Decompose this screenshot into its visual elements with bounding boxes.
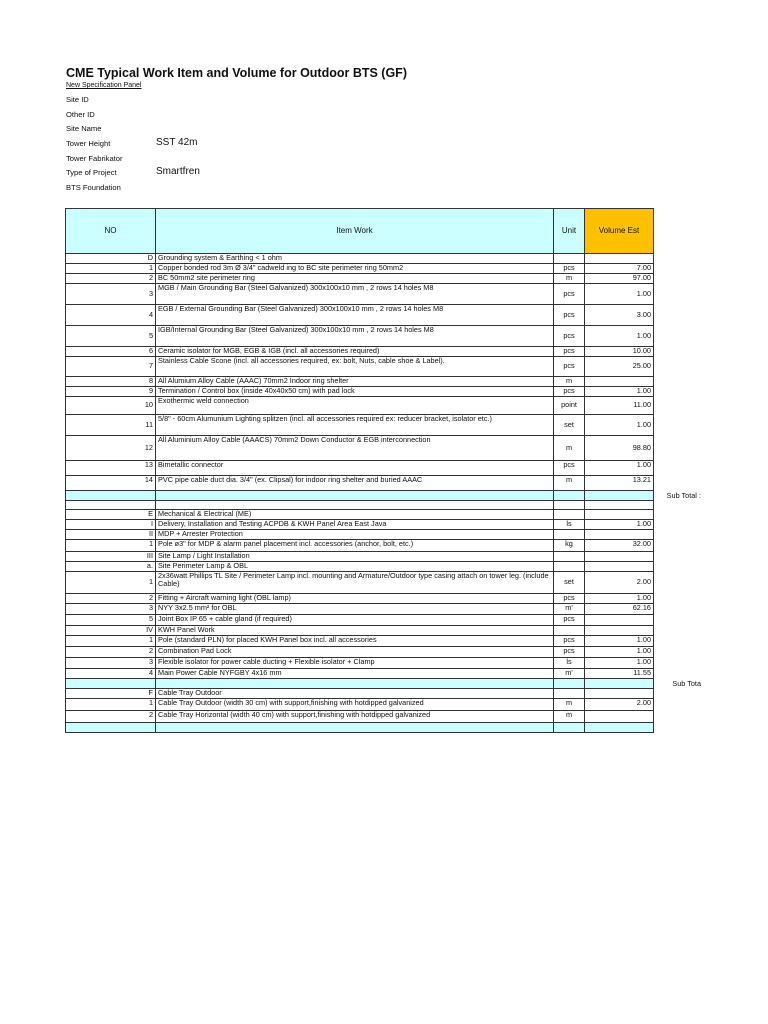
row-no: 2 <box>66 711 156 723</box>
row-item-work: Fitting + Aircraft warning light (OBL lamp) <box>156 594 554 604</box>
row-unit: kg <box>554 540 585 552</box>
row-unit: set <box>554 572 585 594</box>
row-item-work: Bimetallic connector <box>156 461 554 476</box>
table-row <box>66 562 654 572</box>
row-item-work: Grounding system & Earthing < 1 ohm <box>156 254 554 264</box>
row-unit: pcs <box>554 594 585 604</box>
row-unit <box>554 689 585 699</box>
row-unit: ls <box>554 658 585 669</box>
band-no <box>66 723 156 733</box>
row-item-work: Mechanical & Electrical (ME) <box>156 510 554 520</box>
meta-row <box>66 152 366 167</box>
band-no <box>66 491 156 501</box>
meta-label: Site Name <box>66 124 102 134</box>
row-no: 5 <box>66 615 156 626</box>
row-item-work: EGB / External Grounding Bar (Steel Galvanized) 300x100x10 mm , 2 rows 14 holes M8 <box>156 305 554 326</box>
table-row <box>66 461 654 476</box>
header-no: NO <box>66 209 156 254</box>
row-volume: 1.00 <box>585 284 654 305</box>
meta-value: Smartfren <box>156 166 200 178</box>
row-no: 7 <box>66 357 156 377</box>
table-row <box>66 415 654 436</box>
meta-label: Type of Project <box>66 168 117 178</box>
table-row <box>66 647 654 658</box>
row-unit <box>554 552 585 562</box>
row-unit: pcs <box>554 387 585 397</box>
row-no: 14 <box>66 476 156 491</box>
row-unit <box>554 530 585 540</box>
table-row <box>66 510 654 520</box>
meta-row <box>66 122 366 137</box>
table-row <box>66 284 654 305</box>
row-no: 13 <box>66 461 156 476</box>
table-row <box>66 615 654 626</box>
row-unit: ls <box>554 520 585 530</box>
row-item-work: Main Power Cable NYFGBY 4x16 mm <box>156 669 554 679</box>
row-unit <box>554 510 585 520</box>
row-no: 2 <box>66 647 156 658</box>
table-row <box>66 501 654 510</box>
row-volume: 11.00 <box>585 397 654 415</box>
row-unit: point <box>554 397 585 415</box>
row-unit <box>554 254 585 264</box>
table-row <box>66 689 654 699</box>
subtotal-row <box>66 679 654 689</box>
table-row <box>66 658 654 669</box>
row-no: 8 <box>66 377 156 387</box>
row-item-work: Cable Tray Outdoor (width 30 cm) with support,finishing with hotdipped galvanized <box>156 699 554 711</box>
table-row <box>66 669 654 679</box>
row-no: 1 <box>66 636 156 647</box>
row-volume <box>585 711 654 723</box>
row-volume: 98.80 <box>585 436 654 461</box>
row-volume <box>585 689 654 699</box>
table-row <box>66 254 654 264</box>
row-volume: 1.00 <box>585 387 654 397</box>
row-no: E <box>66 510 156 520</box>
table-header-row <box>66 209 654 254</box>
table-row <box>66 476 654 491</box>
row-item-work: Exothermic weld connection <box>156 397 554 415</box>
subtotal-label: Sub Tota <box>672 679 701 688</box>
row-volume: 11.55 <box>585 669 654 679</box>
row-volume: 7.00 <box>585 264 654 274</box>
band-item <box>156 679 554 689</box>
row-volume <box>585 626 654 636</box>
row-item-work: Copper bonded rod 3m Ø 3/4" cadweld ing to BC site perimeter ring 50mm2 <box>156 264 554 274</box>
row-volume <box>585 615 654 626</box>
row-item-work: All Aluminium Alloy Cable (AAACS) 70mm2 Down Conductor & EGB interconnection <box>156 436 554 461</box>
row-item-work: Flexible isolator for power cable ducting + Flexible isolator + Clamp <box>156 658 554 669</box>
row-volume: 2.00 <box>585 572 654 594</box>
band-no <box>66 679 156 689</box>
row-unit: m <box>554 436 585 461</box>
row-volume <box>585 510 654 520</box>
row-volume <box>585 254 654 264</box>
table-row <box>66 387 654 397</box>
row-item-work: Pole (standard PLN) for placed KWH Panel box incl. all accessories <box>156 636 554 647</box>
row-unit: pcs <box>554 305 585 326</box>
table-row <box>66 397 654 415</box>
document-title: CME Typical Work Item and Volume for Outdoor BTS (GF) <box>66 66 407 80</box>
row-item-work: Site Lamp / Light Installation <box>156 552 554 562</box>
row-item-work: Site Perimeter Lamp & OBL <box>156 562 554 572</box>
row-item-work: 5/8" - 60cm Alumunium Lighting splitzen (incl. all accessories required ex: reducer bracket, isolator etc.) <box>156 415 554 436</box>
row-item-work: Termination / Control box (inside 40x40x50 cm) with pad lock <box>156 387 554 397</box>
work-item-table <box>65 208 701 733</box>
row-volume <box>585 552 654 562</box>
row-item-work: MDP + Arrester Protection <box>156 530 554 540</box>
meta-row <box>66 166 366 181</box>
row-no: 1 <box>66 572 156 594</box>
row-no: 1 <box>66 264 156 274</box>
row-volume: 3.00 <box>585 305 654 326</box>
meta-label: Tower Height <box>66 139 111 149</box>
table-row <box>66 264 654 274</box>
row-unit: pcs <box>554 326 585 347</box>
row-item-work: KWH Panel Work <box>156 626 554 636</box>
band-volume <box>585 723 654 733</box>
table-row <box>66 530 654 540</box>
specification-subheading: New Specification Panel <box>66 82 142 89</box>
row-unit: m' <box>554 669 585 679</box>
row-item-work: Pole ø3" for MDP & alarm panel placement incl. accessories (anchor, bolt, etc.) <box>156 540 554 552</box>
row-item-work: NYY 3x2.5 mm² for OBL <box>156 604 554 615</box>
row-volume: 1.00 <box>585 415 654 436</box>
row-no: 9 <box>66 387 156 397</box>
row-unit: m' <box>554 604 585 615</box>
table-row <box>66 552 654 562</box>
row-unit: pcs <box>554 264 585 274</box>
row-volume: 10.00 <box>585 347 654 357</box>
row-volume: 32.00 <box>585 540 654 552</box>
row-unit <box>554 562 585 572</box>
meta-row <box>66 108 366 123</box>
row-volume: 2.00 <box>585 699 654 711</box>
row-no: 12 <box>66 436 156 461</box>
table-row <box>66 520 654 530</box>
band-unit <box>554 679 585 689</box>
subtotal-row <box>66 491 654 501</box>
row-volume: 25.00 <box>585 357 654 377</box>
table-row <box>66 347 654 357</box>
row-item-work: IGB/Internal Grounding Bar (Steel Galvanized) 300x100x10 mm , 2 rows 14 holes M8 <box>156 326 554 347</box>
row-item-work: Combination Pad Lock <box>156 647 554 658</box>
row-unit: pcs <box>554 461 585 476</box>
row-unit: m <box>554 377 585 387</box>
row-volume <box>585 562 654 572</box>
row-unit <box>554 501 585 510</box>
row-volume: 13.21 <box>585 476 654 491</box>
meta-row <box>66 181 366 196</box>
row-volume: 1.00 <box>585 594 654 604</box>
row-item-work: BC 50mm2 site perimeter ring <box>156 274 554 284</box>
table-row <box>66 626 654 636</box>
row-unit: pcs <box>554 615 585 626</box>
row-volume: 1.00 <box>585 520 654 530</box>
site-info-block <box>66 93 366 196</box>
row-item-work: Ceramic isolator for MGB, EGB & IGB (incl. all accessories required) <box>156 347 554 357</box>
row-item-work: Cable Tray Outdoor <box>156 689 554 699</box>
row-unit: pcs <box>554 347 585 357</box>
row-volume: 1.00 <box>585 326 654 347</box>
table-row <box>66 377 654 387</box>
row-item-work: Joint Box IP 65 + cable gland (if required) <box>156 615 554 626</box>
table-row <box>66 274 654 284</box>
row-unit <box>554 626 585 636</box>
row-no: 6 <box>66 347 156 357</box>
band-volume <box>585 491 701 501</box>
table-row <box>66 357 654 377</box>
row-no: 1 <box>66 540 156 552</box>
row-volume <box>585 377 654 387</box>
table-row <box>66 540 654 552</box>
row-no: F <box>66 689 156 699</box>
row-unit: set <box>554 415 585 436</box>
row-item-work: MGB / Main Grounding Bar (Steel Galvanized) 300x100x10 mm , 2 rows 14 holes M8 <box>156 284 554 305</box>
meta-row <box>66 137 366 152</box>
row-no: 4 <box>66 669 156 679</box>
meta-label: BTS Foundation <box>66 183 121 193</box>
meta-row <box>66 93 366 108</box>
row-no: I <box>66 520 156 530</box>
row-unit: pcs <box>554 284 585 305</box>
table-row <box>66 699 654 711</box>
row-no: 10 <box>66 397 156 415</box>
row-no: 2 <box>66 594 156 604</box>
header-unit: Unit <box>554 209 585 254</box>
subtotal-label: Sub Total : <box>666 491 701 500</box>
band-volume <box>585 679 701 689</box>
row-unit: pcs <box>554 647 585 658</box>
meta-label: Other ID <box>66 109 95 119</box>
row-volume <box>585 501 654 510</box>
row-unit: m <box>554 274 585 284</box>
row-item-work: Delivery, Installation and Testing ACPDB & KWH Panel Area East Java <box>156 520 554 530</box>
row-no: 1 <box>66 699 156 711</box>
meta-value: SST 42m <box>156 137 198 149</box>
table-row <box>66 711 654 723</box>
table-row <box>66 305 654 326</box>
row-volume: 62.16 <box>585 604 654 615</box>
header-volume-est: Volume Est <box>585 209 654 254</box>
row-no: III <box>66 552 156 562</box>
meta-label: Tower Fabrikator <box>66 153 123 163</box>
row-no: 5 <box>66 326 156 347</box>
row-unit: m <box>554 476 585 491</box>
row-item-work: All Alumium Alloy Cable (AAAC) 70mm2 Indoor ring shelter <box>156 377 554 387</box>
row-no <box>66 501 156 510</box>
row-volume: 1.00 <box>585 461 654 476</box>
row-item-work: PVC pipe cable duct dia. 3/4" (ex. Clipsal) for indoor ring shelter and buried AAAC <box>156 476 554 491</box>
row-volume: 1.00 <box>585 647 654 658</box>
row-unit: m <box>554 699 585 711</box>
table-row <box>66 594 654 604</box>
table-row <box>66 436 654 461</box>
band-item <box>156 723 554 733</box>
row-volume: 1.00 <box>585 658 654 669</box>
row-no: 3 <box>66 658 156 669</box>
row-volume <box>585 530 654 540</box>
band-unit <box>554 723 585 733</box>
table-row <box>66 572 654 594</box>
row-no: IV <box>66 626 156 636</box>
row-no: 2 <box>66 274 156 284</box>
row-volume: 97.00 <box>585 274 654 284</box>
row-no: a. <box>66 562 156 572</box>
row-item-work: Cable Tray Horizontal (width 40 cm) with support,finishing with hotdipped galvanized <box>156 711 554 723</box>
row-no: 4 <box>66 305 156 326</box>
band-item <box>156 491 554 501</box>
row-item-work: 2x36watt Phillips TL Site / Perimeter Lamp incl. mounting and Armature/Outdoor type casing attach on tower leg. (include Cable) <box>156 572 554 594</box>
row-unit: pcs <box>554 357 585 377</box>
meta-label: Site ID <box>66 95 89 104</box>
row-no: D <box>66 254 156 264</box>
subtotal-row <box>66 723 654 733</box>
row-volume: 1.00 <box>585 636 654 647</box>
band-unit <box>554 491 585 501</box>
header-item-work: Item Work <box>156 209 554 254</box>
row-no: II <box>66 530 156 540</box>
row-unit: m <box>554 711 585 723</box>
row-no: 11 <box>66 415 156 436</box>
table-row <box>66 636 654 647</box>
row-no: 3 <box>66 604 156 615</box>
row-item-work: Stainless Cable Scone (incl. all accessories required, ex: bolt, Nuts, cable shoe & Label). <box>156 357 554 377</box>
table-row <box>66 604 654 615</box>
row-unit: pcs <box>554 636 585 647</box>
table-row <box>66 326 654 347</box>
row-no: 3 <box>66 284 156 305</box>
